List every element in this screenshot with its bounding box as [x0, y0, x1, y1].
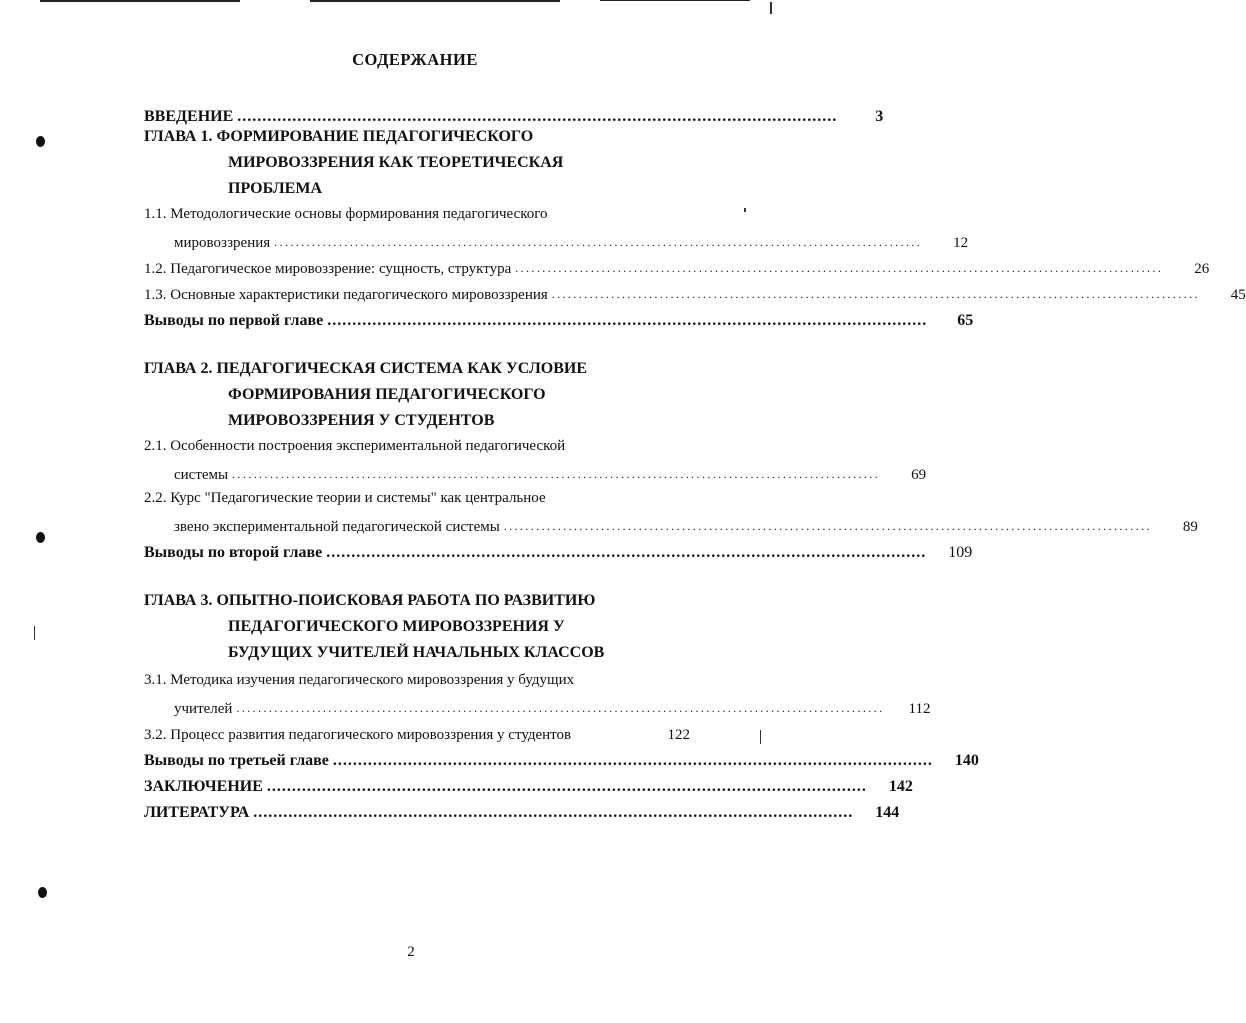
toc-entry-3-1-line-1[interactable]: 3.1. Методика изучения педагогического мировоззрения у будущих	[144, 672, 575, 688]
dot-leader: ........................................................................................................................	[551, 287, 1200, 301]
dot-leader: ........................................................................................................................	[503, 519, 1152, 533]
toc-title: СОДЕРЖАНИЕ	[352, 50, 478, 69]
toc-entry-conclusions-3[interactable]: Выводы по третьей главе ........................................................................................................................ 140	[144, 752, 979, 769]
binder-hole-mark	[38, 887, 47, 898]
chapter-1-heading-line-2[interactable]: МИРОВОЗЗРЕНИЯ КАК ТЕОРЕТИЧЕСКАЯ	[228, 154, 564, 171]
page-ref: 144	[875, 804, 900, 821]
dot-leader: ........................................................................................................................	[232, 467, 881, 481]
toc-entry-2-2-line-1[interactable]: 2.2. Курс "Педагогические теории и системы" как центральное	[144, 490, 546, 506]
scan-edge-mark	[770, 2, 772, 14]
page-ref: 142	[888, 778, 913, 795]
chapter-3-heading-line-2[interactable]: ПЕДАГОГИЧЕСКОГО МИРОВОЗЗРЕНИЯ У	[228, 618, 565, 635]
page-ref: 12	[953, 235, 969, 251]
chapter-1-heading-line-1[interactable]: ГЛАВА 1. ФОРМИРОВАНИЕ ПЕДАГОГИЧЕСКОГО	[144, 128, 534, 145]
page-ref: 45	[1230, 287, 1246, 303]
binder-hole-mark	[36, 136, 45, 147]
dot-leader: ........................................................................................................................	[266, 778, 867, 795]
dot-leader: ........................................................................................................................	[274, 235, 923, 249]
scan-edge-line	[310, 0, 560, 2]
page-ref: 3	[875, 108, 884, 125]
dot-leader: ........................................................................................................................	[327, 312, 928, 329]
toc-entry-conclusions-1[interactable]: Выводы по первой главе ........................................................................................................................ 65	[144, 312, 974, 329]
dot-leader: ........................................................................................................................	[332, 752, 933, 769]
toc-entry-literature[interactable]: ЛИТЕРАТУРА ........................................................................................................................ 144	[144, 804, 900, 821]
toc-entry-1-3[interactable]: 1.3. Основные характеристики педагогического мировоззрения ........................................................................................................................ 45	[144, 287, 1246, 303]
scan-edge-mark	[760, 730, 761, 744]
dot-leader: ........................................................................................................................	[236, 701, 885, 715]
dot-leader: ........................................................................................................................	[326, 544, 927, 561]
toc-entry-2-2[interactable]: звено экспериментальной педагогической системы ........................................................................................................................ 89	[174, 519, 1198, 535]
toc-entry-introduction[interactable]: ВВЕДЕНИЕ ........................................................................................................................ 3	[144, 108, 884, 125]
chapter-3-heading-line-3[interactable]: БУДУЩИХ УЧИТЕЛЕЙ НАЧАЛЬНЫХ КЛАССОВ	[228, 644, 605, 661]
page-ref: 112	[908, 701, 931, 717]
toc-entry-conclusion[interactable]: ЗАКЛЮЧЕНИЕ ........................................................................................................................ 142	[144, 778, 913, 795]
scan-edge-mark	[34, 626, 35, 640]
chapter-2-heading-line-3[interactable]: МИРОВОЗЗРЕНИЯ У СТУДЕНТОВ	[228, 412, 495, 429]
toc-entry-3-2[interactable]: 3.2. Процесс развития педагогического мировоззрения у студентов 122	[144, 727, 690, 743]
dot-leader: ........................................................................................................................	[515, 261, 1164, 275]
toc-entry-1-1-line-1[interactable]: 1.1. Методологические основы формирования педагогического	[144, 206, 548, 222]
page-ref: 89	[1182, 519, 1198, 535]
page-ref: 122	[667, 727, 690, 743]
scan-edge-mark	[744, 208, 746, 212]
toc-entry-1-1[interactable]: мировоззрения ........................................................................................................................ 12	[174, 235, 969, 251]
chapter-3-heading-line-1[interactable]: ГЛАВА 3. ОПЫТНО-ПОИСКОВАЯ РАБОТА ПО РАЗВИТИЮ	[144, 592, 596, 609]
dot-leader: ........................................................................................................................	[253, 804, 854, 821]
page-ref: 65	[957, 312, 974, 329]
scan-edge-line	[600, 0, 750, 1]
chapter-2-heading-line-1[interactable]: ГЛАВА 2. ПЕДАГОГИЧЕСКАЯ СИСТЕМА КАК УСЛОВИЕ	[144, 360, 588, 377]
toc-entry-conclusions-2[interactable]: Выводы по второй главе ........................................................................................................................ 109	[144, 544, 973, 561]
page-ref: 140	[954, 752, 979, 769]
toc-entry-3-1[interactable]: учителей ........................................................................................................................ 112	[174, 701, 931, 717]
toc-entry-2-1-line-1[interactable]: 2.1. Особенности построения экспериментальной педагогической	[144, 438, 566, 454]
page-ref: 69	[911, 467, 927, 483]
dot-leader: ........................................................................................................................	[237, 108, 838, 125]
binder-hole-mark	[36, 532, 45, 543]
chapter-2-heading-line-2[interactable]: ФОРМИРОВАНИЯ ПЕДАГОГИЧЕСКОГО	[228, 386, 546, 403]
toc-entry-2-1[interactable]: системы ........................................................................................................................ 69	[174, 467, 927, 483]
toc-entry-1-2[interactable]: 1.2. Педагогическое мировоззрение: сущность, структура ........................................................................................................................ 26	[144, 261, 1210, 277]
page-number: 2	[407, 944, 415, 960]
chapter-1-heading-line-3[interactable]: ПРОБЛЕМА	[228, 180, 322, 197]
scan-edge-line	[40, 0, 240, 2]
page-ref: 26	[1194, 261, 1210, 277]
page-ref: 109	[948, 544, 973, 561]
